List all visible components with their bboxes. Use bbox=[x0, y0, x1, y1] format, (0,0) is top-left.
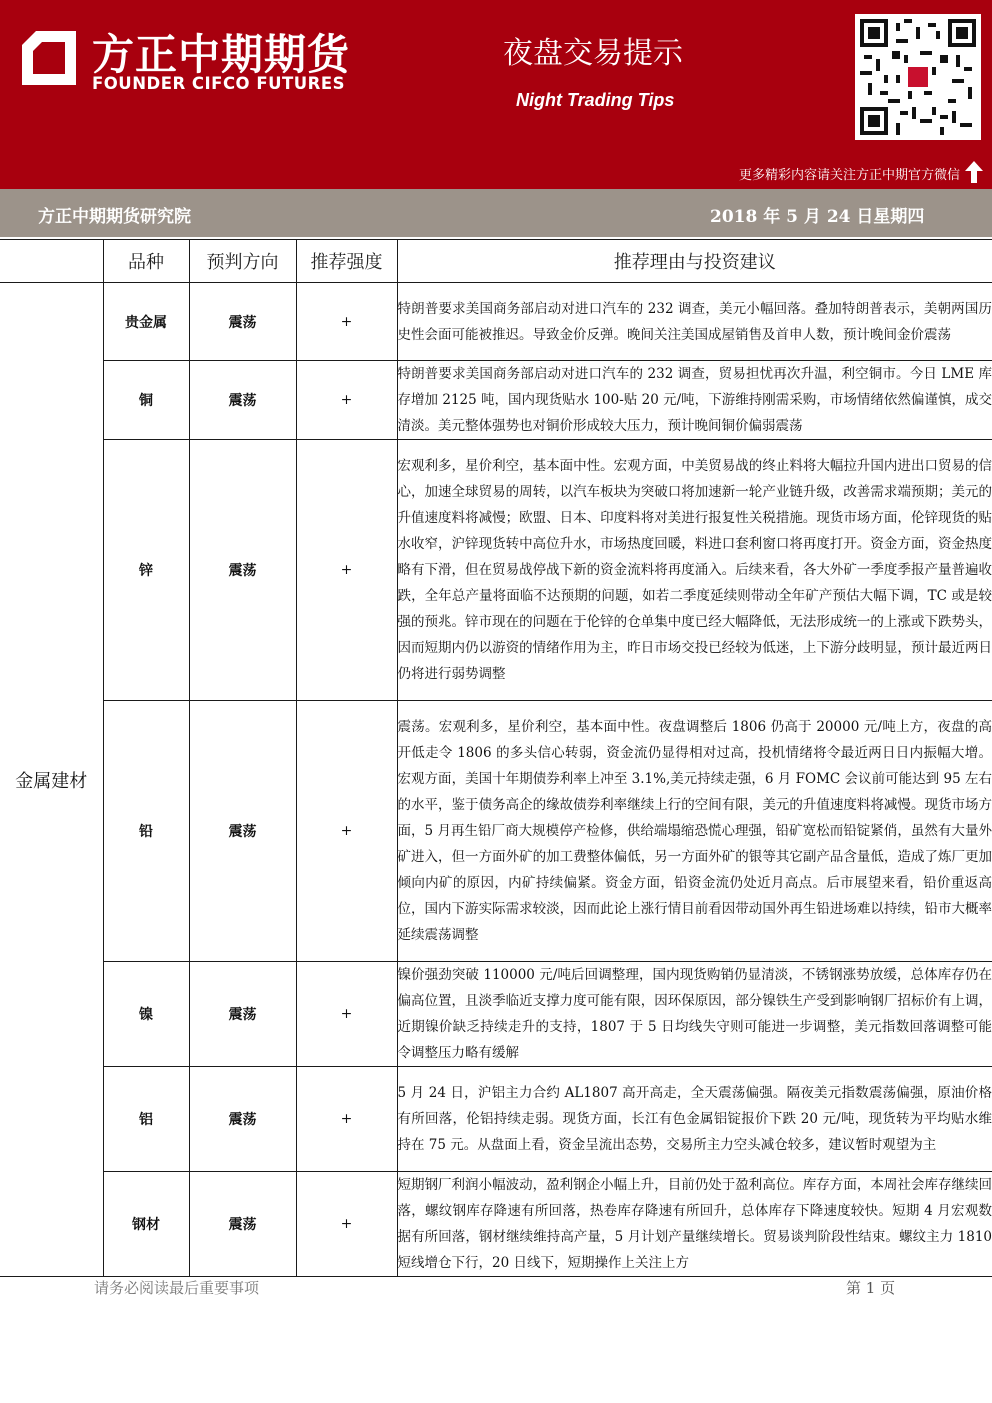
company-logo-icon bbox=[18, 27, 80, 89]
sector-label: 金属建材 bbox=[0, 283, 103, 1277]
product-name: 钢材 bbox=[103, 1172, 189, 1277]
recommendation-table bbox=[0, 239, 992, 1277]
company-name-cn: 方正中期期货 bbox=[92, 30, 351, 79]
reason-text: 镍价强劲突破 110000 元/吨后回调整理，国内现货购销仍显清淡，不锈钢涨势放缓，总体库存仍在偏高位置，且淡季临近支撑力度可能有限，因环保原因，部分镍铁生产受到影响钢厂招标价有上调，近期镍价缺乏持续走升的支持，1807 于 5 日均线失守则可能进一步调整，美元指数回落调整可能令调整压力略有缓解 bbox=[397, 962, 992, 1067]
table-row bbox=[0, 440, 992, 701]
product-name: 铝 bbox=[103, 1067, 189, 1172]
strength-value: + bbox=[296, 701, 397, 962]
reason-text: 5 月 24 日，沪铝主力合约 AL1807 高开高走，全天震荡偏强。隔夜美元指数震荡偏强，原油价格有所回落，伦铝持续走弱。现货方面，长江有色金属铝锭报价下跌 20 元/吨，现货转为平均贴水维持在 75 元。从盘面上看，资金呈流出态势，交易所主力空头减仓较多，建议暂时观望为主 bbox=[397, 1067, 992, 1172]
arrow-up-icon bbox=[964, 160, 984, 184]
research-institute: 方正中期期货研究院 bbox=[38, 207, 191, 227]
wechat-qr-code bbox=[855, 14, 981, 140]
reason-text: 短期钢厂利润小幅波动，盈利钢企小幅上升，目前仍处于盈利高位。库存方面，本周社会库存继续回落，螺纹钢库存降速有所回落，热卷库存降速有所回升，总体库存下降速度较快。短期 4 月宏观数据有所回落，钢材继续维持高产量，5 月计划产量继续增长。贸易谈判阶段性结束。螺纹主力 1810 短线增仓下行，20 日线下，短期操作上关注上方 bbox=[397, 1172, 992, 1277]
direction-value: 震荡 bbox=[189, 361, 296, 440]
strength-value: + bbox=[296, 361, 397, 440]
page-title-en: Night Trading Tips bbox=[516, 90, 675, 110]
page-title: 夜盘交易提示 bbox=[503, 36, 683, 71]
reason-text: 特朗普要求美国商务部启动对进口汽车的 232 调查，美元小幅回落。叠加特朗普表示，美朝两国历史性会面可能被推迟。导致金价反弹。晚间关注美国成屋销售及首申人数，预计晚间金价震荡 bbox=[397, 283, 992, 361]
strength-value: + bbox=[296, 440, 397, 701]
table-row bbox=[0, 361, 992, 440]
product-name: 铅 bbox=[103, 701, 189, 962]
reason-text: 宏观利多，星价利空，基本面中性。宏观方面，中美贸易战的终止料将大幅拉升国内进出口贸易的信心，加速全球贸易的周转，以汽车板块为突破口将加速新一轮产业链升级，改善需求端预期；美元的升值速度料将减慢；欧盟、日本、印度料将对美进行报复性关税措施。现货市场方面，伦锌现货的贴水收窄，沪锌现货转中高位升水，市场热度回暖，料进口套利窗口将再度打开。资金方面，资金热度略有下滑，但在贸易战停战下新的资金流料将再度涌入。后续来看，各大外矿一季度季报产量普遍收跌，全年总产量将面临不达预期的问题，如若二季度延续则带动全年矿产预估大幅下调，TC 或是较强的预兆。锌市现在的问题在于伦锌的仓单集中度已经大幅降低，无法形成统一的上涨或下跌势头，因而短期内仍以游资的情绪作用为主，昨日市场交投已经较为低迷，上下游分歧明显，预计最近两日仍将进行弱势调整 bbox=[397, 440, 992, 701]
product-name: 锌 bbox=[103, 440, 189, 701]
header-direction: 预判方向 bbox=[189, 240, 296, 283]
company-name-en: FOUNDER CIFCO FUTURES bbox=[92, 74, 346, 93]
direction-value: 震荡 bbox=[189, 1172, 296, 1277]
header-reason: 推荐理由与投资建议 bbox=[397, 240, 992, 283]
report-date: 2018 年 5 月 24 日星期四 bbox=[710, 207, 925, 227]
table-row bbox=[0, 701, 992, 962]
strength-value: + bbox=[296, 283, 397, 361]
reason-text: 特朗普要求美国商务部启动对进口汽车的 232 调查，贸易担忧再次升温，利空铜市。今日 LME 库存增加 2125 吨，国内现货贴水 100-贴 20 元/吨，下游维持刚需采购，市场情绪依然偏谨慎，成交清淡。美元整体强势也对铜价形成较大压力，预计晚间铜价偏弱震荡 bbox=[397, 361, 992, 440]
follow-wechat-text: 更多精彩内容请关注方正中期官方微信 bbox=[738, 168, 960, 183]
direction-value: 震荡 bbox=[189, 283, 296, 361]
direction-value: 震荡 bbox=[189, 1067, 296, 1172]
page-number: 第 1 页 bbox=[846, 1279, 896, 1297]
table-row bbox=[0, 283, 992, 361]
direction-value: 震荡 bbox=[189, 962, 296, 1067]
reason-text: 震荡。宏观利多，星价利空，基本面中性。夜盘调整后 1806 仍高于 20000 元/吨上方，夜盘的高开低走令 1806 的多头信心转弱，资金流仍显得相对过高，投机情绪将令最近两日日内振幅大增。宏观方面，美国十年期债券利率上冲至 3.1%,美元持续走强，6 月 FOMC 会议前可能达到 95 左右的水平，鉴于债务高企的缘故债券利率继续上行的空间有限，美元的升值速度料将减慢。现货市场方面，5 月再生铅厂商大规模停产检修，供给端塌缩恐慌心理强，铅矿宽松而铅锭紧俏，虽然有大量外矿进入，但一方面外矿的加工费整体偏低，另一方面外矿的银等其它副产品含量低，造成了炼厂更加倾向内矿的原因，内矿持续偏紧。资金方面，铅资金流仍处近月高点。后市展望来看，铅价重返高位，国内下游实际需求较淡，因而此论上涨行情目前看因带动国外再生铅进场难以持续，铅市大概率延续震荡调整 bbox=[397, 701, 992, 962]
product-name: 镍 bbox=[103, 962, 189, 1067]
product-name: 贵金属 bbox=[103, 283, 189, 361]
table-row bbox=[0, 1172, 992, 1277]
direction-value: 震荡 bbox=[189, 701, 296, 962]
direction-value: 震荡 bbox=[189, 440, 296, 701]
product-name: 铜 bbox=[103, 361, 189, 440]
header-strength: 推荐强度 bbox=[296, 240, 397, 283]
strength-value: + bbox=[296, 1067, 397, 1172]
strength-value: + bbox=[296, 1172, 397, 1277]
strength-value: + bbox=[296, 962, 397, 1067]
table-row bbox=[0, 1067, 992, 1172]
table-row bbox=[0, 962, 992, 1067]
header-blank bbox=[0, 240, 103, 283]
footer-disclaimer-note: 请务必阅读最后重要事项 bbox=[94, 1279, 260, 1297]
header-product: 品种 bbox=[103, 240, 189, 283]
